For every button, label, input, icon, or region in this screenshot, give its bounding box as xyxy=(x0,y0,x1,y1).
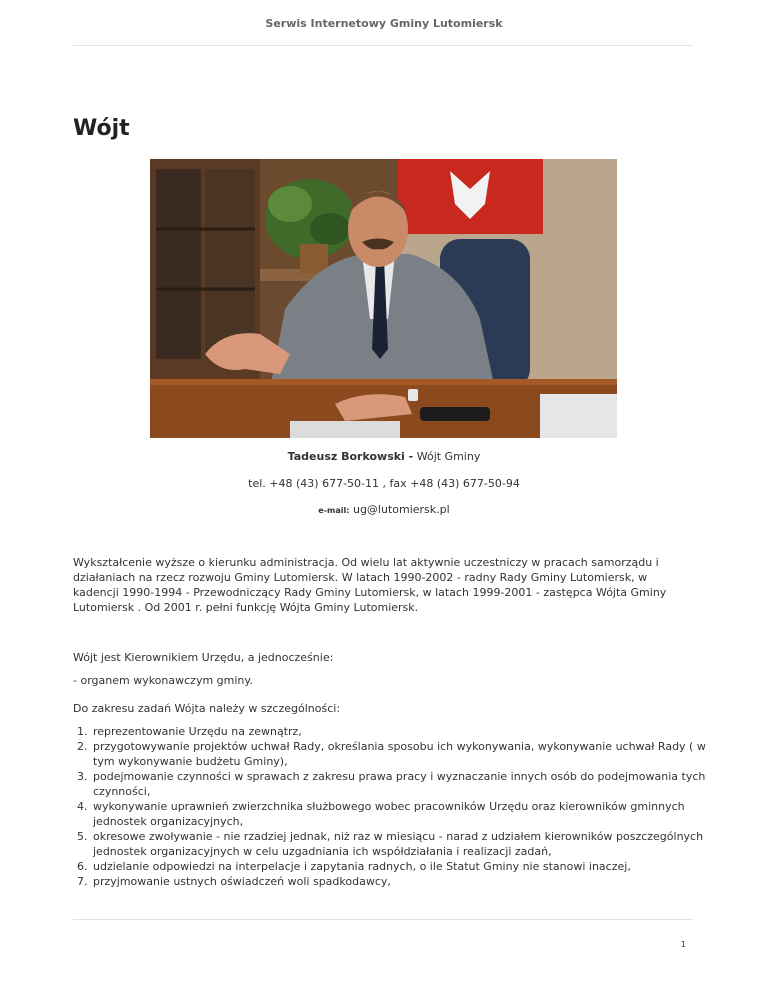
duty-item: 2. przygotowywanie projektów uchwał Rady, określania sposobu ich wykonywania, wykonywanie uchwał Rady ( w tym wykonywanie budżetu Gminy), xyxy=(91,739,713,769)
mayor-caption xyxy=(0,450,768,463)
biography-paragraph: Wykształcenie wyższe o kierunku administracja. Od wielu lat aktywnie uczestniczy w pracach samorządu i działaniach na rzecz rozwoju Gminy Lutomiersk. W latach 1990-2002 - radny Rady Gminy Lutomiersk, w kadencji 1990-1994 - Przewodniczący Rady Gminy Lutomiersk, w latach 1999-2001 - zastępca Wójta Gminy Lutomiersk . Od 2001 r. pełni funkcję Wójta Gminy Lutomiersk. xyxy=(73,556,667,614)
email-address[interactable]: ug@lutomiersk.pl xyxy=(352,503,450,516)
page-number: 1 xyxy=(680,940,686,949)
footer-divider xyxy=(73,919,693,920)
mayor-name: Tadeusz Borkowski - xyxy=(287,450,414,463)
duty-item: 6. udzielanie odpowiedzi na interpelacje i zapytania radnych, o ile Statut Gminy nie stanowi inaczej, xyxy=(91,859,713,874)
mayor-photo xyxy=(150,159,617,438)
contact-phone-fax: tel. +48 (43) 677-50-11 , fax +48 (43) 677-50-94 xyxy=(248,477,520,490)
duties-intro: Do zakresu zadań Wójta należy w szczególności: xyxy=(73,702,341,715)
role-intro: Wójt jest Kierownikiem Urzędu, a jednocześnie: xyxy=(73,651,334,664)
mayor-role: Wójt Gminy xyxy=(416,450,481,463)
duties-list xyxy=(73,724,713,889)
duty-item: 4. wykonywanie uprawnień zwierzchnika służbowego wobec pracowników Urzędu oraz kierowników gminnych jednostek organizacyjnych, xyxy=(91,799,713,829)
email-label: e-mail: xyxy=(318,506,350,515)
header-divider xyxy=(73,45,693,46)
executive-organ-note: - organem wykonawczym gminy. xyxy=(73,674,253,687)
site-header-title: Serwis Internetowy Gminy Lutomiersk xyxy=(265,17,503,30)
contact-email xyxy=(0,503,768,516)
duty-item: 7. przyjmowanie ustnych oświadczeń woli spadkodawcy, xyxy=(91,874,713,889)
duty-item: 3. podejmowanie czynności w sprawach z zakresu prawa pracy i wyznaczanie innych osób do podejmowania tych czynności, xyxy=(91,769,713,799)
page-title: Wójt xyxy=(73,116,130,141)
duty-item: 5. okresowe zwoływanie - nie rzadziej jednak, niż raz w miesiącu - narad z udziałem kierowników poszczególnych jednostek organizacyjnych w celu uzgadniania ich współdziałania i realizacji zadań, xyxy=(91,829,713,859)
duty-item: 1. reprezentowanie Urzędu na zewnątrz, xyxy=(91,724,713,739)
